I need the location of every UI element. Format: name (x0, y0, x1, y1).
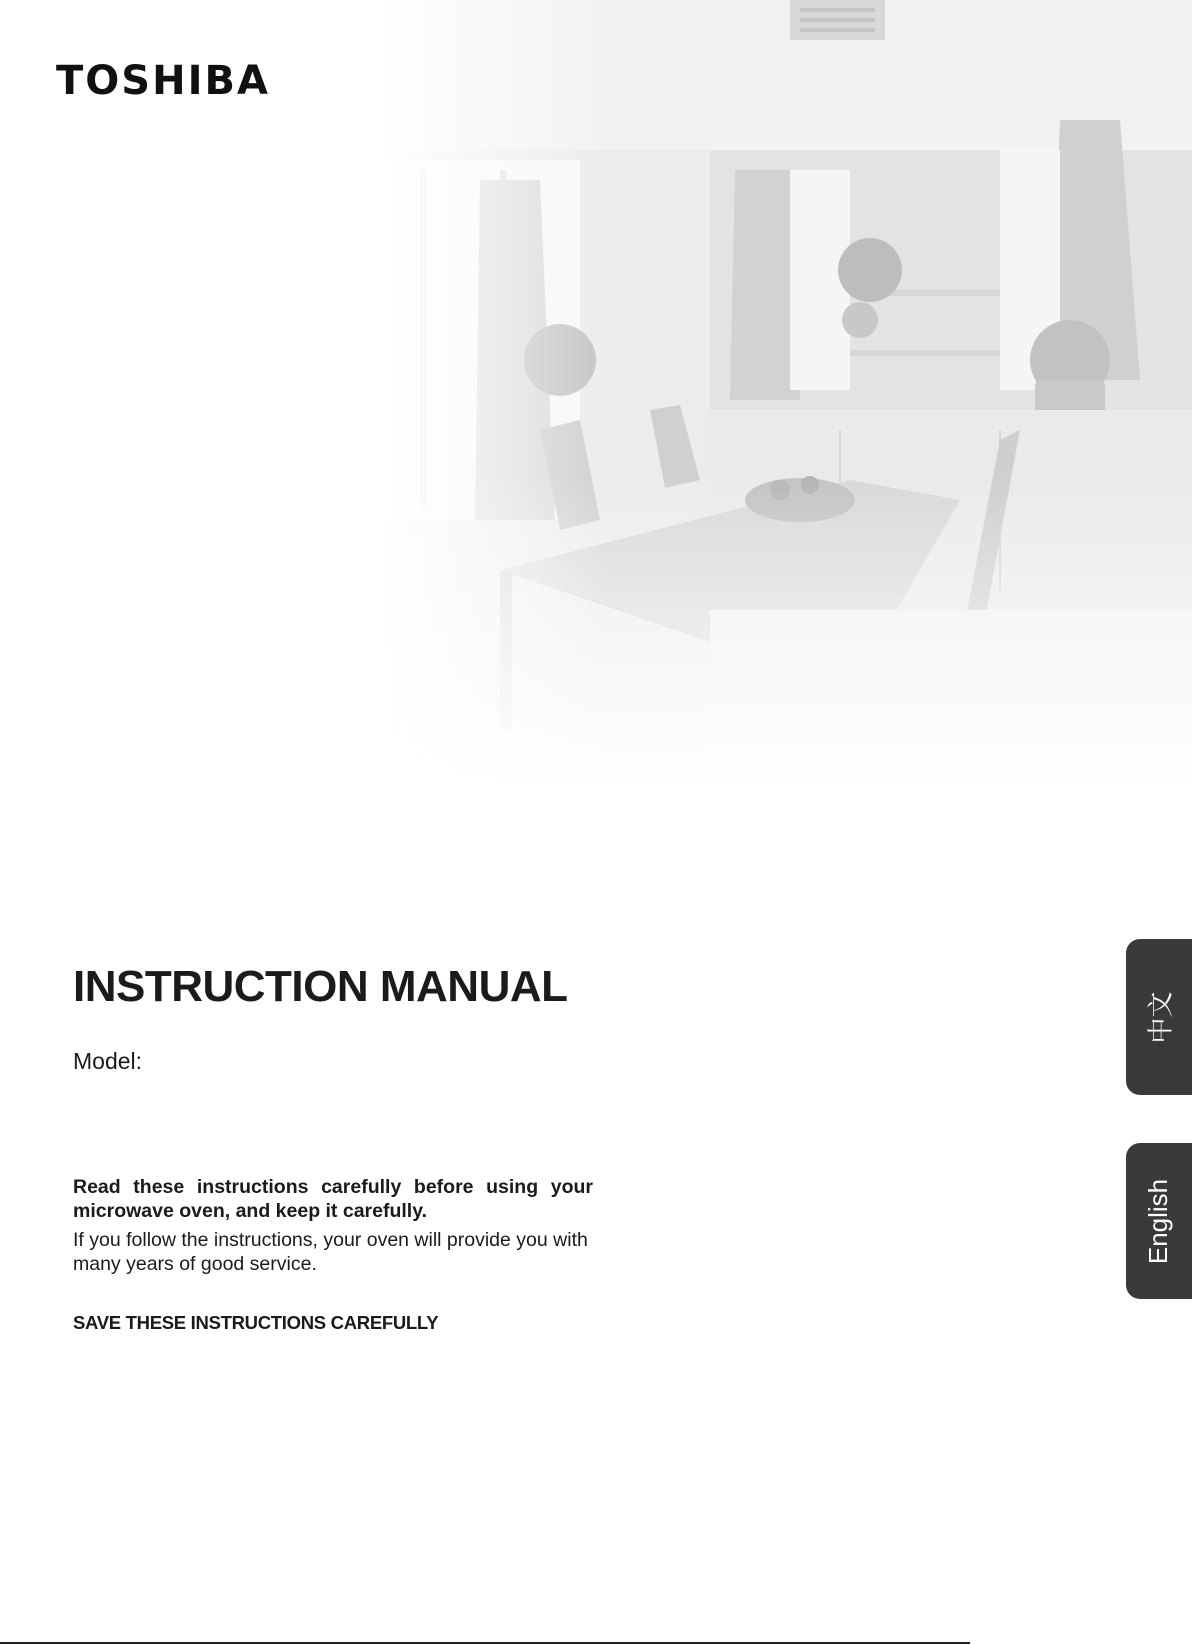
language-tab-english[interactable] (1126, 1143, 1192, 1299)
save-instructions-notice: SAVE THESE INSTRUCTIONS CAREFULLY (73, 1312, 439, 1333)
read-instructions-notice: Read these instructions carefully before using your microwave oven, and keep it carefully. (73, 1176, 593, 1222)
dining-room-photo (380, 0, 1192, 790)
model-label: Model: (73, 1048, 143, 1074)
language-tab-label: English (1143, 1178, 1174, 1264)
document-title: INSTRUCTION MANUAL (73, 962, 568, 1011)
footer-divider (0, 1642, 970, 1644)
service-note: If you follow the instructions, your oven will provide you with many years of good service. (73, 1229, 588, 1275)
language-tab-label: 中文 (1145, 990, 1176, 1044)
language-tab-chinese[interactable] (1126, 939, 1192, 1095)
toshiba-logo: TOSHIBA (56, 58, 270, 104)
